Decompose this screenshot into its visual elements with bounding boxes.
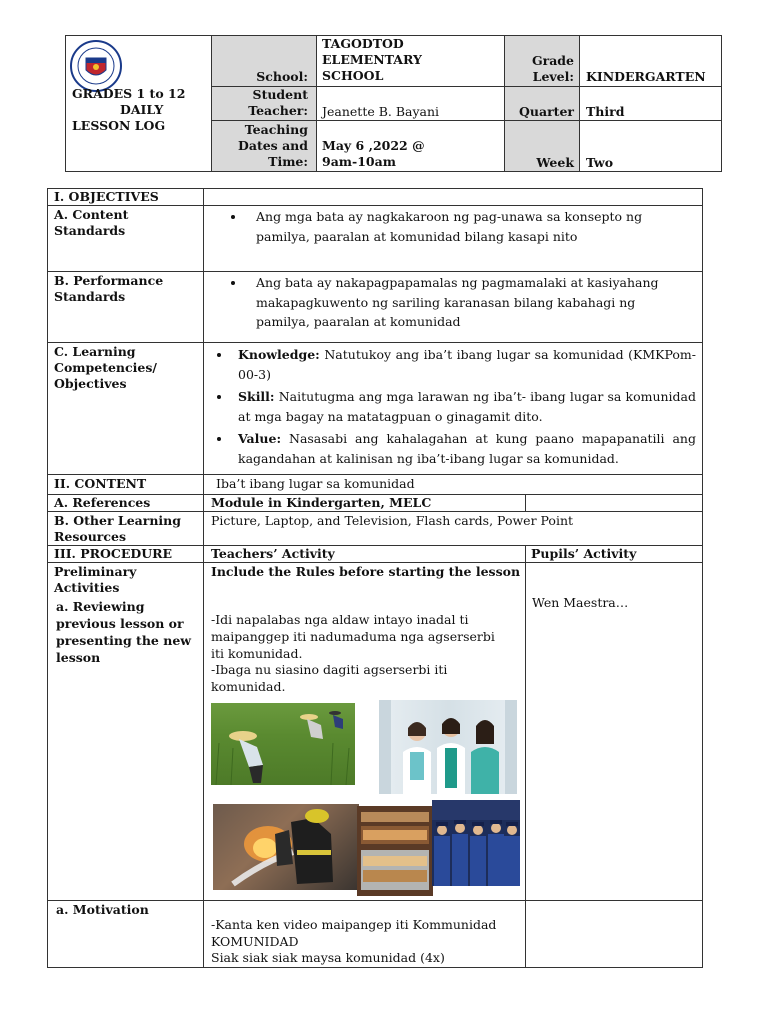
police-photo — [432, 800, 520, 886]
school-label: School: — [256, 69, 308, 84]
review-label: a. Reviewing previous lesson or presenting the new lesson — [56, 599, 192, 665]
other-resources-text: Picture, Laptop, and Television, Flash cards, Power Point — [211, 513, 574, 528]
dates-value: May 6 ,2022 @ 9am-10am — [322, 138, 425, 169]
skill-objective: • Skill: Naitutugma ang mga larawan ng iba’t- ibang lugar sa komunidad at mga bagay na matatagpuan o ginagamit dito. — [232, 387, 696, 426]
knowledge-objective: • Knowledge: Natutukoy ang iba’t ibang lugar sa komunidad (KMKPom-00-3) — [232, 345, 696, 384]
deped-seal-logo — [70, 40, 122, 92]
content-heading: II. CONTENT — [54, 476, 147, 491]
dates-label: Teaching Dates and Time: — [238, 122, 308, 169]
grade-label: Grade Level: — [531, 53, 574, 84]
content-text: Iba’t ibang lugar sa komunidad — [216, 476, 415, 491]
doctors-photo — [379, 700, 517, 794]
week-label: Week — [536, 155, 574, 170]
motivation-line-1: -Kanta ken video maipangep iti Kommunidad — [211, 917, 497, 932]
firefighters-photo — [213, 804, 359, 890]
quarter-label: Quarter — [519, 104, 574, 119]
content-standards-item: • Ang mga bata ay nagkakaroon ng pag-unawa sa konsepto ng pamilya, paaralan at komunidad bilang kasapi nito — [246, 207, 662, 247]
content-standards-label: A. Content Standards — [54, 207, 129, 238]
bakery-photo — [357, 806, 433, 896]
review-line-2: -Ibaga nu siasino dagiti agserserbi iti komunidad. — [211, 662, 448, 694]
teacher-label: Student Teacher: — [248, 87, 308, 118]
grade-value: KINDERGARTEN — [586, 69, 706, 84]
week-value: Two — [586, 155, 614, 170]
references-label: A. References — [54, 495, 151, 510]
other-resources-label: B. Other Learning Resources — [54, 513, 182, 544]
review-line-1: -Idi napalabas nga aldaw intayo inadal ti maipanggep iti nadumaduma nga agserserbi iti komunidad. — [211, 612, 495, 661]
objectives-heading: I. OBJECTIVES — [54, 189, 159, 204]
learning-competencies-label: C. Learning Competencies/ Objectives — [54, 344, 157, 391]
farmers-photo — [211, 703, 355, 785]
procedure-heading: III. PROCEDURE — [54, 546, 173, 561]
preliminary-label: Preliminary Activities — [54, 564, 137, 595]
value-objective: • Value: Nasasabi ang kahalagahan at kung paano mapapanatili ang kagandahan at kalinisan ng iba’t-ibang lugar sa komunidad. — [232, 429, 696, 468]
performance-standards-text — [222, 273, 682, 335]
pupils-activity-header: Pupils’ Activity — [531, 546, 637, 561]
learning-objectives-list — [212, 345, 696, 471]
motivation-label: a. Motivation — [56, 902, 149, 917]
lesson-log-title: GRADES 1 to 12 DAILY LESSON LOG — [72, 86, 186, 133]
content-standards-text — [222, 207, 662, 250]
school-value: TAGODTOD ELEMENTARY SCHOOL — [322, 36, 422, 83]
rules-text: Include the Rules before starting the lesson — [211, 564, 521, 579]
performance-standards-label: B. Performance Standards — [54, 273, 164, 304]
references-text: Module in Kindergarten, MELC — [211, 495, 432, 510]
motivation-line-2: KOMUNIDAD — [211, 934, 299, 949]
motivation-line-3: Siak siak siak maysa komunidad (4x) — [211, 950, 445, 965]
pupil-reply: Wen Maestra… — [532, 595, 629, 610]
teacher-value: Jeanette B. Bayani — [322, 104, 440, 119]
teachers-activity-header: Teachers’ Activity — [211, 546, 335, 561]
performance-standards-item: • Ang bata ay nakapagpapamalas ng pagmamalaki at kasiyahang makapagkuwento ng sariling karanasan bilang kabahagi ng pamilya, paaralan at komunidad — [246, 273, 682, 332]
quarter-value: Third — [586, 104, 625, 119]
